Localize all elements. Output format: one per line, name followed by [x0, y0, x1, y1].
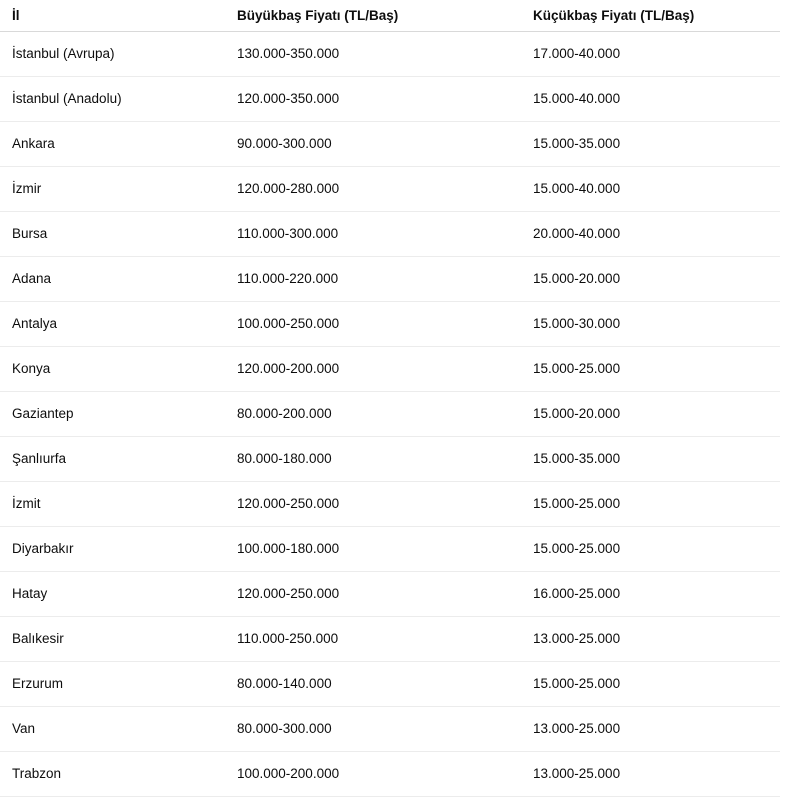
- cell-sheep-price: 17.000-40.000: [533, 31, 780, 76]
- cell-cattle-price: 80.000-180.000: [237, 436, 533, 481]
- table-row: [0, 391, 780, 436]
- cell-cattle-price: 120.000-350.000: [237, 76, 533, 121]
- cell-cattle-price: 110.000-250.000: [237, 616, 533, 661]
- table-row: [0, 121, 780, 166]
- cell-sheep-price: 15.000-25.000: [533, 481, 780, 526]
- table-row: [0, 346, 780, 391]
- cell-cattle-price: 80.000-300.000: [237, 706, 533, 751]
- cell-province: Şanlıurfa: [0, 436, 237, 481]
- table-row: [0, 571, 780, 616]
- cell-cattle-price: 100.000-180.000: [237, 526, 533, 571]
- cell-province: Erzurum: [0, 661, 237, 706]
- cell-cattle-price: 120.000-250.000: [237, 481, 533, 526]
- table-row: [0, 31, 780, 76]
- cell-cattle-price: 120.000-280.000: [237, 166, 533, 211]
- cell-province: Trabzon: [0, 751, 237, 796]
- cell-sheep-price: 15.000-35.000: [533, 436, 780, 481]
- cell-province: İstanbul (Avrupa): [0, 31, 237, 76]
- table-header: [0, 0, 780, 31]
- cell-sheep-price: 15.000-25.000: [533, 526, 780, 571]
- table-row: [0, 166, 780, 211]
- header-row: [0, 0, 780, 31]
- header-province: İl: [0, 0, 237, 31]
- cell-sheep-price: 15.000-20.000: [533, 256, 780, 301]
- cell-sheep-price: 13.000-25.000: [533, 616, 780, 661]
- cell-province: Ankara: [0, 121, 237, 166]
- cell-sheep-price: 13.000-25.000: [533, 706, 780, 751]
- cell-cattle-price: 120.000-250.000: [237, 571, 533, 616]
- table-row: [0, 661, 780, 706]
- table-row: [0, 481, 780, 526]
- table-row: [0, 211, 780, 256]
- cell-cattle-price: 100.000-250.000: [237, 301, 533, 346]
- table-row: [0, 76, 780, 121]
- cell-cattle-price: 100.000-200.000: [237, 751, 533, 796]
- table-row: [0, 751, 780, 796]
- cell-province: Van: [0, 706, 237, 751]
- cell-sheep-price: 15.000-35.000: [533, 121, 780, 166]
- cell-sheep-price: 15.000-30.000: [533, 301, 780, 346]
- cell-province: Balıkesir: [0, 616, 237, 661]
- cell-province: İstanbul (Anadolu): [0, 76, 237, 121]
- cell-sheep-price: 15.000-25.000: [533, 346, 780, 391]
- cell-province: Adana: [0, 256, 237, 301]
- cell-sheep-price: 15.000-40.000: [533, 166, 780, 211]
- table-row: [0, 256, 780, 301]
- table-row: [0, 436, 780, 481]
- table-row: [0, 616, 780, 661]
- cell-province: Antalya: [0, 301, 237, 346]
- cell-province: Bursa: [0, 211, 237, 256]
- cell-cattle-price: 110.000-220.000: [237, 256, 533, 301]
- cell-cattle-price: 130.000-350.000: [237, 31, 533, 76]
- cell-sheep-price: 15.000-20.000: [533, 391, 780, 436]
- table-row: [0, 526, 780, 571]
- cell-sheep-price: 15.000-40.000: [533, 76, 780, 121]
- cell-province: Gaziantep: [0, 391, 237, 436]
- cell-cattle-price: 120.000-200.000: [237, 346, 533, 391]
- cell-province: Diyarbakır: [0, 526, 237, 571]
- cell-province: Konya: [0, 346, 237, 391]
- cell-sheep-price: 20.000-40.000: [533, 211, 780, 256]
- header-sheep-price: Küçükbaş Fiyatı (TL/Baş): [533, 0, 780, 31]
- cell-province: İzmit: [0, 481, 237, 526]
- cell-cattle-price: 90.000-300.000: [237, 121, 533, 166]
- table-row: [0, 301, 780, 346]
- cell-sheep-price: 13.000-25.000: [533, 751, 780, 796]
- table-body: [0, 31, 780, 796]
- cell-province: Hatay: [0, 571, 237, 616]
- cell-sheep-price: 16.000-25.000: [533, 571, 780, 616]
- table-row: [0, 706, 780, 751]
- cell-cattle-price: 80.000-200.000: [237, 391, 533, 436]
- cell-province: İzmir: [0, 166, 237, 211]
- cell-cattle-price: 80.000-140.000: [237, 661, 533, 706]
- cell-sheep-price: 15.000-25.000: [533, 661, 780, 706]
- header-cattle-price: Büyükbaş Fiyatı (TL/Baş): [237, 0, 533, 31]
- cell-cattle-price: 110.000-300.000: [237, 211, 533, 256]
